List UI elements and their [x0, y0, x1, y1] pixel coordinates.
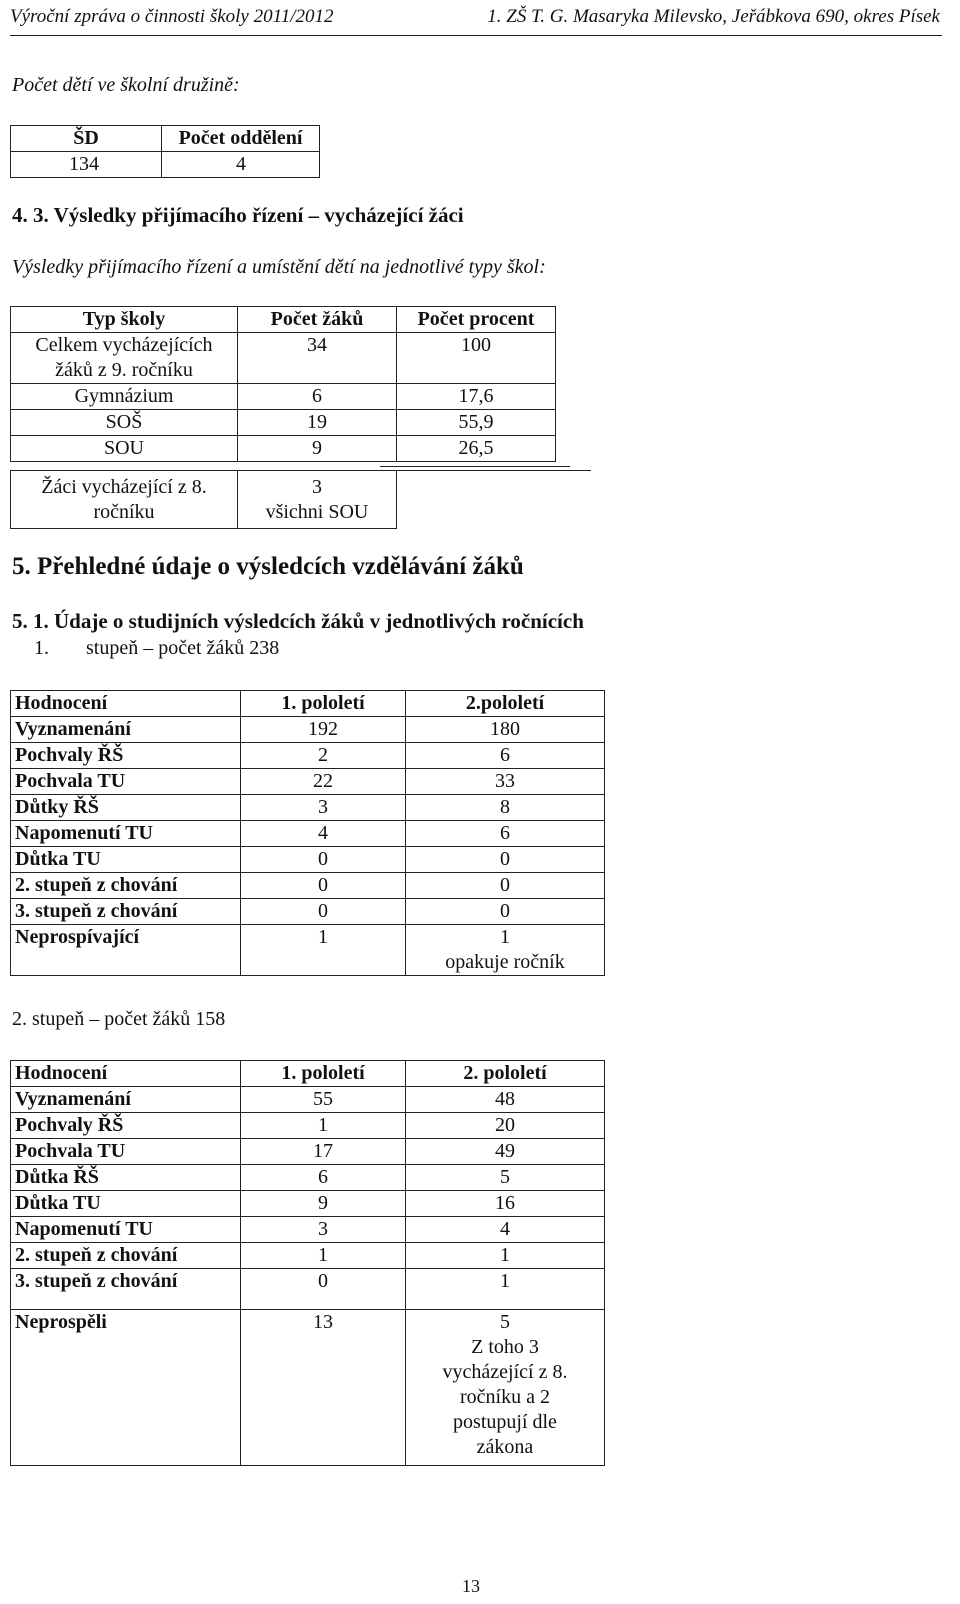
table-cell: 26,5 [397, 436, 556, 462]
table-row [11, 126, 320, 152]
table-cell [406, 925, 605, 976]
table-row [11, 410, 556, 436]
table-row [11, 691, 605, 717]
table-cell: 4 [241, 821, 406, 847]
table-cell: Napomenutí TU [11, 821, 241, 847]
table-cell: 8 [406, 795, 605, 821]
table-cell: Vyznamenání [11, 1087, 241, 1113]
header-school-name: 1. ZŠ T. G. Masaryka Milevsko, Jeřábkova 690, okres Písek [487, 6, 940, 27]
neprospeli-note-line: zákona [476, 1436, 534, 1458]
table-cell: 1 [241, 925, 406, 976]
table-cell: 0 [406, 847, 605, 873]
table-row [11, 1243, 605, 1269]
table-row [11, 152, 320, 178]
neprospeli-count: 5 [500, 1311, 510, 1333]
stupen1-label-num: 1. [34, 637, 49, 659]
table-divider [380, 466, 570, 467]
table-row [11, 847, 605, 873]
table-cell [238, 471, 397, 529]
table-cell: 33 [406, 769, 605, 795]
stupen1-label: stupeň – počet žáků 238 [86, 637, 280, 659]
table-cell: Důtka TU [11, 847, 241, 873]
table-cell: 4 [406, 1217, 605, 1243]
table-cell: SOŠ [11, 410, 238, 436]
table-cell: Důtka TU [11, 1191, 241, 1217]
table-cell: SOU [11, 436, 238, 462]
table-header-cell: 2.pololetí [406, 691, 605, 717]
table-row [11, 769, 605, 795]
table-row [11, 1310, 605, 1466]
table-cell: Pochvala TU [11, 1139, 241, 1165]
table-cell: 49 [406, 1139, 605, 1165]
table-cell: 19 [238, 410, 397, 436]
table-row [11, 873, 605, 899]
table-cell: 0 [241, 1269, 406, 1310]
table-cell: 0 [406, 899, 605, 925]
section-heading: 5. Přehledné údaje o výsledcích vzdělávání žáků [12, 553, 524, 580]
table-cell: 3 [241, 1217, 406, 1243]
table-cell: 5 [406, 1165, 605, 1191]
table-cell-empty [397, 471, 592, 529]
neprospeli-note-line: Z toho 3 [471, 1336, 539, 1358]
table-header-cell: ŠD [11, 126, 162, 152]
table-row [11, 821, 605, 847]
table-cell: 6 [241, 1165, 406, 1191]
table-cell: 0 [406, 873, 605, 899]
prijimaci-table [10, 306, 556, 462]
table-cell: 17,6 [397, 384, 556, 410]
table-cell: 34 [238, 333, 397, 384]
table-cell: 3 [241, 795, 406, 821]
druzina-title: Počet dětí ve školní družině: [12, 74, 240, 96]
table-cell: 9 [238, 436, 397, 462]
table-cell: 55,9 [397, 410, 556, 436]
table-header-cell: 1. pololetí [241, 691, 406, 717]
table-row [11, 471, 592, 529]
table-cell: 20 [406, 1113, 605, 1139]
table-cell: 134 [11, 152, 162, 178]
table-header-cell: Hodnocení [11, 1061, 241, 1087]
page-number: 13 [462, 1576, 480, 1596]
table-cell: 0 [241, 847, 406, 873]
neprospivajici-count: 1 [500, 926, 510, 948]
table-cell: 1 [241, 1113, 406, 1139]
prijimaci-extra-table [10, 470, 591, 529]
table-cell: Celkem vycházejících žáků z 9. ročníku [11, 333, 238, 384]
table-row [11, 307, 556, 333]
table-cell: 2. stupeň z chování [11, 1243, 241, 1269]
grades-table-stupen1 [10, 690, 605, 976]
table-row [11, 899, 605, 925]
table-row [11, 1139, 605, 1165]
prijimaci-subtitle: Výsledky přijímacího řízení a umístění dětí na jednotlivé typy škol: [12, 256, 546, 278]
table-row [11, 1165, 605, 1191]
table-row [11, 1217, 605, 1243]
table-header-cell: 1. pololetí [241, 1061, 406, 1087]
table-cell: 3. stupeň z chování [11, 899, 241, 925]
extra-value-count: 3 [312, 476, 322, 498]
table-header-cell: Hodnocení [11, 691, 241, 717]
table-cell: 17 [241, 1139, 406, 1165]
neprospeli-note-line: ročníku a 2 [460, 1386, 550, 1408]
table-header-cell: Počet žáků [238, 307, 397, 333]
table-row [11, 436, 556, 462]
table-cell: 1 [406, 1269, 605, 1310]
table-row [11, 1269, 605, 1310]
table-cell: 22 [241, 769, 406, 795]
table-row [11, 1087, 605, 1113]
table-cell: 3. stupeň z chování [11, 1269, 241, 1310]
table-cell: Neprospívající [11, 925, 241, 976]
table-cell: 180 [406, 717, 605, 743]
stupen2-label: 2. stupeň – počet žáků 158 [12, 1008, 226, 1030]
table-header-cell: Počet procent [397, 307, 556, 333]
table-cell: 1 [406, 1243, 605, 1269]
table-cell: Důtky ŘŠ [11, 795, 241, 821]
table-cell: 192 [241, 717, 406, 743]
table-cell: 13 [241, 1310, 406, 1466]
neprospeli-note-line: vycházející z 8. [442, 1361, 568, 1383]
subsection-heading: 5. 1. Údaje o studijních výsledcích žáků v jednotlivých ročnících [12, 609, 584, 633]
section-heading: 4. 3. Výsledky přijímacího řízení – vycházející žáci [12, 203, 464, 227]
table-row [11, 1061, 605, 1087]
table-cell: 0 [241, 899, 406, 925]
header-divider [10, 35, 942, 36]
table-cell: 6 [406, 821, 605, 847]
table-cell: Pochvala TU [11, 769, 241, 795]
neprospeli-note-line: postupují dle [453, 1411, 557, 1433]
table-row [11, 743, 605, 769]
table-header-cell: Počet oddělení [162, 126, 320, 152]
table-cell: Žáci vycházející z 8. ročníku [11, 471, 238, 529]
table-cell: Neprospěli [11, 1310, 241, 1466]
table-header-cell: 2. pololetí [406, 1061, 605, 1087]
table-cell: 2. stupeň z chování [11, 873, 241, 899]
table-row [11, 925, 605, 976]
table-cell: 16 [406, 1191, 605, 1217]
table-cell: 4 [162, 152, 320, 178]
table-cell: Důtka ŘŠ [11, 1165, 241, 1191]
table-cell: Napomenutí TU [11, 1217, 241, 1243]
table-cell: 100 [397, 333, 556, 384]
table-cell: 9 [241, 1191, 406, 1217]
table-cell: 6 [238, 384, 397, 410]
table-cell: 1 [241, 1243, 406, 1269]
table-row [11, 717, 605, 743]
neprospivajici-note: opakuje ročník [445, 951, 565, 973]
table-cell: Vyznamenání [11, 717, 241, 743]
table-row [11, 1113, 605, 1139]
table-cell [406, 1310, 605, 1466]
table-cell: 6 [406, 743, 605, 769]
grades-table-stupen2 [10, 1060, 605, 1466]
header-report-title: Výroční zpráva o činnosti školy 2011/2012 [10, 6, 334, 27]
table-row [11, 795, 605, 821]
table-row [11, 1191, 605, 1217]
table-row [11, 333, 556, 384]
table-cell: 0 [241, 873, 406, 899]
table-cell: Gymnázium [11, 384, 238, 410]
table-cell: 2 [241, 743, 406, 769]
table-cell: Pochvaly ŘŠ [11, 743, 241, 769]
table-header-cell: Typ školy [11, 307, 238, 333]
extra-value-note: všichni SOU [265, 501, 369, 523]
table-cell: 55 [241, 1087, 406, 1113]
druzina-table [10, 125, 320, 178]
table-row [11, 384, 556, 410]
table-cell: 48 [406, 1087, 605, 1113]
table-cell: Pochvaly ŘŠ [11, 1113, 241, 1139]
